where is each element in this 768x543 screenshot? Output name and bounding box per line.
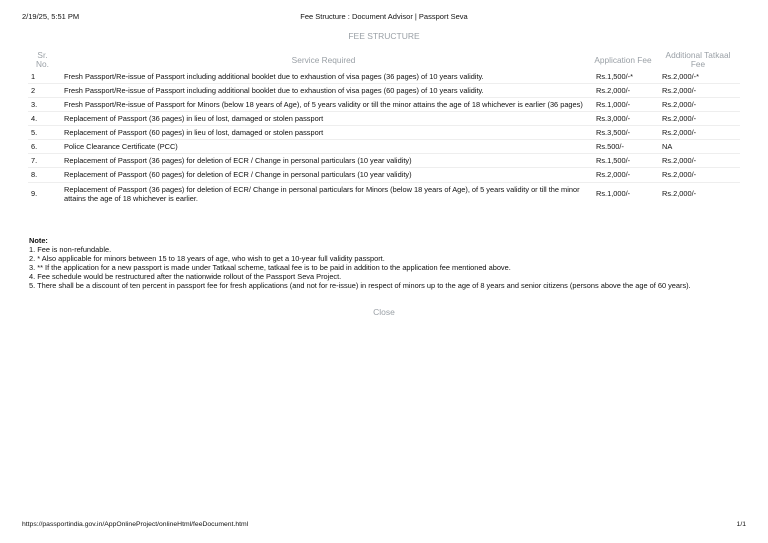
notes-section (29, 236, 729, 290)
table-row (28, 140, 740, 154)
table-header-row (28, 50, 740, 70)
print-header (22, 12, 746, 24)
note-item: 1. Fee is non-refundable. (29, 245, 112, 255)
table-row (28, 98, 740, 112)
row-application-fee: Rs.500/- (590, 140, 656, 154)
print-footer (22, 521, 746, 533)
note-item: 4. Fee schedule would be restructured after the nationwide rollout of the Passport Seva Project. (29, 272, 342, 282)
notes-title: Note: (29, 236, 48, 245)
note-item: 5. There shall be a discount of ten percent in passport fee for fresh applications (and not for re-issue) in respect of minors up to the age of 8 years and senior citizens (persons above the age of 60 years). (29, 281, 691, 291)
note-item: 2. * Also applicable for minors between 15 to 18 years of age, who wish to get a 10-year full validity passport. (29, 254, 385, 264)
row-sr-no: 3. (28, 98, 57, 112)
header-tatkaal-fee: Additional Tatkaal Fee (665, 50, 731, 70)
table-row (28, 70, 740, 84)
row-tatkaal-fee: Rs.2,000/- (656, 84, 740, 98)
row-tatkaal-fee: Rs.2,000/- (662, 189, 697, 199)
note-item: 3. ** If the application for a new passport is made under Tatkaal scheme, tatkaal fee is to be paid in addition to the application fee mentioned above. (29, 263, 511, 273)
document-title: Fee Structure : Document Advisor | Passport Seva (300, 12, 468, 21)
row-application-fee: Rs.1,000/- (590, 98, 656, 112)
row-application-fee: Rs.1,500/- (590, 154, 656, 168)
row-tatkaal-fee: NA (656, 140, 740, 154)
row-application-fee: Rs.2,000/- (590, 84, 656, 98)
table-row (28, 168, 740, 182)
row-application-fee: Rs.2,000/- (590, 168, 656, 182)
close-link[interactable]: Close (373, 307, 395, 317)
row-application-fee: Rs.1,500/-* (590, 70, 656, 84)
row-tatkaal-fee: Rs.2,000/- (656, 168, 740, 182)
fee-table (28, 50, 740, 205)
row-service: Replacement of Passport (60 pages) for deletion of ECR / Change in personal particulars (10 year validity) (57, 168, 590, 182)
page-number: 1/1 (736, 521, 746, 528)
header-service: Service Required (291, 54, 356, 65)
header-sr-no: Sr. No. (36, 50, 49, 70)
row-tatkaal-fee: Rs.2,000/- (656, 112, 740, 126)
row-sr-no: 9. (31, 189, 38, 199)
row-service: Replacement of Passport (36 pages) in lieu of lost, damaged or stolen passport (57, 112, 590, 126)
print-datetime: 2/19/25, 5:51 PM (22, 12, 80, 21)
header-application-fee: Application Fee (594, 54, 652, 65)
row-tatkaal-fee: Rs.2,000/- (656, 98, 740, 112)
row-sr-no: 4. (28, 112, 57, 126)
row-service: Replacement of Passport (60 pages) in lieu of lost, damaged or stolen passport (57, 126, 590, 140)
row-service: Replacement of Passport (36 pages) for deletion of ECR/ Change in personal particulars for Minors (below 18 years of Age), of 5 years validity or till the minor attains the age of 18 whichever is earlier. (64, 184, 580, 203)
row-tatkaal-fee: Rs.2,000/- (656, 154, 740, 168)
row-service: Fresh Passport/Re-issue of Passport including additional booklet due to exhaustion of visa pages (60 pages) of 10 years validity. (57, 84, 590, 98)
row-application-fee: Rs.1,000/- (596, 189, 631, 199)
row-sr-no: 2 (28, 84, 57, 98)
table-row (28, 154, 740, 168)
row-application-fee: Rs.3,000/- (590, 112, 656, 126)
row-sr-no: 6. (28, 140, 57, 154)
table-row (28, 126, 740, 140)
row-service: Replacement of Passport (36 pages) for deletion of ECR / Change in personal particulars (10 year validity) (57, 154, 590, 168)
row-service: Fresh Passport/Re-issue of Passport including additional booklet due to exhaustion of visa pages (36 pages) of 10 years validity. (57, 70, 590, 84)
row-service: Fresh Passport/Re-issue of Passport for Minors (below 18 years of Age), of 5 years validity or till the minor attains the age of 18 whichever is earlier (36 pages) (57, 98, 590, 112)
row-sr-no: 1 (28, 70, 57, 84)
row-service: Police Clearance Certificate (PCC) (57, 140, 590, 154)
table-row (28, 112, 740, 126)
row-sr-no: 8. (28, 168, 57, 182)
row-sr-no: 7. (28, 154, 57, 168)
row-sr-no: 5. (28, 126, 57, 140)
page-title: FEE STRUCTURE (348, 31, 420, 41)
table-row (28, 84, 740, 98)
row-tatkaal-fee: Rs.2,000/-* (656, 70, 740, 84)
row-tatkaal-fee: Rs.2,000/- (656, 126, 740, 140)
page-url: https://passportindia.gov.in/AppOnlineProject/onlineHtml/feeDocument.html (22, 521, 249, 528)
row-application-fee: Rs.3,500/- (590, 126, 656, 140)
table-row (28, 182, 740, 205)
